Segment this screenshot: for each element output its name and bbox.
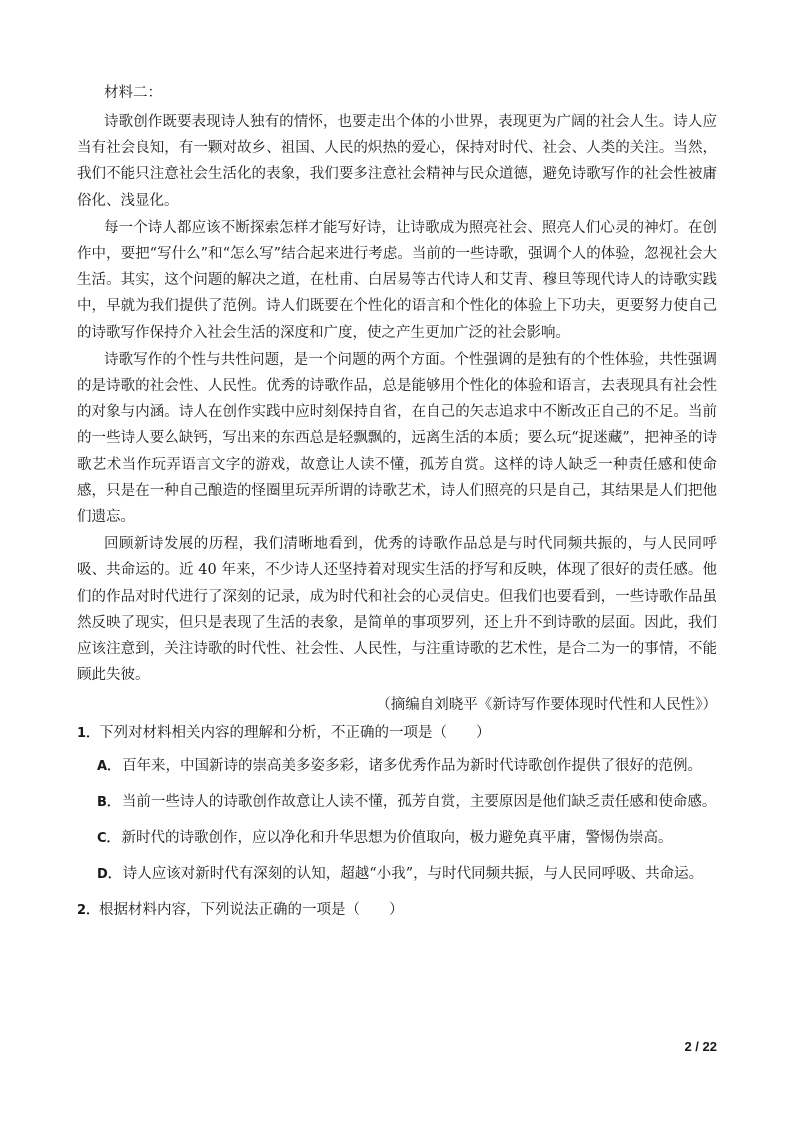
question-2 <box>77 897 717 924</box>
option-text: 百年来，中国新诗的崇高美多姿多彩，诸多优秀作品为新时代诗歌创作提供了很好的范例。 <box>122 758 703 775</box>
option-letter: A． <box>97 759 121 775</box>
option-text: 诗人应该对新时代有深刻的认知，超越“小我”，与时代同频共振，与人民同呼吸、共命运。 <box>122 866 704 883</box>
material-source: （摘编自刘晓平《新诗写作要体现时代性和人民性》） <box>376 697 717 714</box>
page-number: 2 / 22 <box>684 1039 717 1054</box>
material-paragraph-4: 回顾新诗发展的历程，我们清晰地看到，优秀的诗歌作品总是与时代同频共振的，与人民同呼吸、共命运的。近 40 年来，不少诗人还坚持着对现实生活的抒写和反映，体现了很好的责任感。他们的作品对时代进行了深刻的记录，成为时代和社会的心灵信史。但我们也要看到，一些诗歌作品虽然反映了现实，但只是表现了生活的表象，是简单的事项罗列，还上升不到诗歌的层面。因此，我们应该注意到，关注诗歌的时代性、社会性、人民性，与注重诗歌的艺术性，是合二为一的事情，不能顾此失彼。 <box>77 536 717 684</box>
option-text: 当前一些诗人的诗歌创作故意让人读不懂，孤芳自赏，主要原因是他们缺乏责任感和使命感。 <box>121 794 717 811</box>
material-paragraph-1: 诗歌创作既要表现诗人独有的情怀，也要走出个体的小世界，表现更为广阔的社会人生。诗人应当有社会良知，有一颗对故乡、祖国、人民的炽热的爱心，保持对时代、社会、人类的关注。当然，我们不能只注意社会生活化的表象，我们要多注意社会精神与民众道德，避免诗歌写作的社会性被庸俗化、浅显化。 <box>77 114 717 209</box>
question-stem: 下列对材料相关内容的理解和分析，不正确的一项是（ ） <box>99 725 491 742</box>
material-paragraph-3: 诗歌写作的个性与共性问题，是一个问题的两个方面。个性强调的是独有的个性体验，共性强调的是诗歌的社会性、人民性。优秀的诗歌作品，总是能够用个性化的体验和语言，去表现具有社会性的对象与内涵。诗人在创作实践中应时刻保持自省，在自己的矢志追求中不断改正自己的不足。当前的一些诗人要么缺钙，写出来的东西总是轻飘飘的，远离生活的本质；要么玩“捉迷藏”，把神圣的诗歌艺术当作玩弄语言文字的游戏，故意让人读不懂，孤芳自赏。这样的诗人缺乏一种责任感和使命感，只是在一种自己酿造的怪圈里玩弄所谓的诗歌艺术，诗人们照亮的只是自己，其结果是人们把他们遗忘。 <box>77 351 717 526</box>
option-letter: C． <box>97 831 120 847</box>
question-number: 1． <box>77 726 100 742</box>
question-stem: 根据材料内容，下列说法正确的一项是（ ） <box>99 902 404 919</box>
material-paragraph-2: 每一个诗人都应该不断探索怎样才能写好诗，让诗歌成为照亮社会、照亮人们心灵的神灯。在创作中，要把“写什么”和“怎么写”结合起来进行考虑。当前的一些诗歌，强调个人的体验，忽视社会大生活。其实，这个问题的解决之道，在杜甫、白居易等古代诗人和艾青、穆旦等现代诗人的诗歌实践中，早就为我们提供了范例。诗人们既要在个性化的语言和个性化的体验上下功夫，更要努力使自己的诗歌写作保持介入社会生活的深度和广度，使之产生更加广泛的社会影响。 <box>77 219 717 341</box>
option-d[interactable] <box>77 861 717 888</box>
question-number: 2． <box>77 903 100 919</box>
option-letter: B． <box>97 795 120 811</box>
option-text: 新时代的诗歌创作，应以净化和升华思想为价值取向，极力避免真平庸，警惕伪崇高。 <box>121 830 673 847</box>
option-b[interactable] <box>77 789 717 816</box>
material-heading: 材料二： <box>104 85 162 101</box>
option-letter: D． <box>97 867 121 883</box>
option-c[interactable] <box>77 825 717 852</box>
option-a[interactable] <box>77 753 717 780</box>
document-page <box>77 80 717 930</box>
question-1 <box>77 720 717 747</box>
